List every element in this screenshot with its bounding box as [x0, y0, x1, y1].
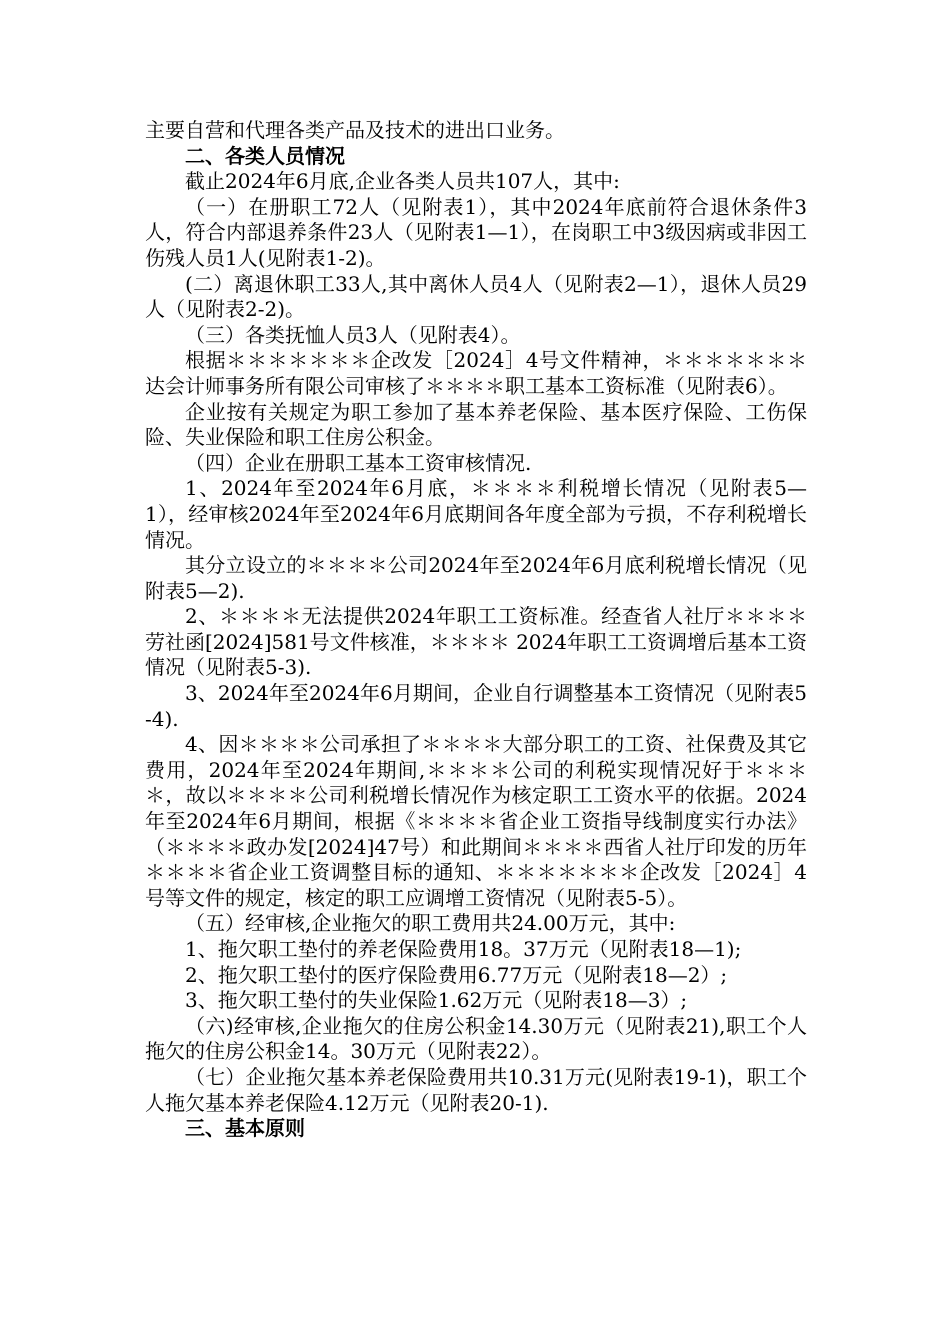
body-paragraph: 其分立设立的＊＊＊＊公司2024年至2024年6月底利税增长情况（见附表5—2).	[145, 553, 807, 603]
body-paragraph: 3、2024年至2024年6月期间，企业自行调整基本工资情况（见附表5-4).	[145, 681, 807, 731]
body-paragraph: 1、2024年至2024年6月底，＊＊＊＊利税增长情况（见附表5—1），经审核2024年至2024年6月底期间各年度全部为亏损，不存利税增长情况。	[145, 476, 807, 552]
body-paragraph: （六)经审核,企业拖欠的住房公积金14.30万元（见附表21),职工个人拖欠的住房公积金14。30万元（见附表22）。	[145, 1013, 807, 1064]
body-paragraph: 企业按有关规定为职工参加了基本养老保险、基本医疗保险、工伤保险、失业保险和职工住房公积金。	[145, 399, 807, 450]
body-paragraph: 3、拖欠职工垫付的失业保险1.62万元（见附表18—3）;	[185, 988, 688, 1013]
body-paragraph: 4、因＊＊＊＊公司承担了＊＊＊＊大部分职工的工资、社保费及其它费用，2024年至2024年期间,＊＊＊＊公司的利税实现情况好于＊＊＊＊，故以＊＊＊＊公司利税增长情况作为核定职工工资水平的依据。2024年至2024年6月期间，根据《＊＊＊＊省企业工资指导线制度实行办法》（＊＊＊＊政办发[2024]47号）和此期间＊＊＊＊西省人社厅印发的历年＊＊＊＊省企业工资调整目标的通知、＊＊＊＊＊＊＊企改发［2024］4号等文件的规定，核定的职工应调增工资情况（见附表5-5）。	[145, 732, 807, 910]
body-paragraph: （三）各类抚恤人员3人（见附表4）。	[185, 322, 521, 347]
body-paragraph: （五）经审核,企业拖欠的职工费用共24.00万元，其中:	[185, 911, 676, 936]
body-paragraph: 根据＊＊＊＊＊＊＊企改发［2024］4号文件精神，＊＊＊＊＊＊＊达会计师事务所有限公司审核了＊＊＊＊职工基本工资标准（见附表6）。	[145, 348, 807, 398]
section-heading: 三、基本原则	[185, 1116, 305, 1141]
document-body	[145, 118, 807, 1142]
body-paragraph: 主要自营和代理各类产品及技术的进出口业务。	[145, 118, 565, 142]
body-paragraph: 2、拖欠职工垫付的医疗保险费用6.77万元（见附表18—2）;	[185, 962, 728, 987]
section-heading: 二、各类人员情况	[185, 143, 345, 168]
body-paragraph: 2、＊＊＊＊无法提供2024年职工工资标准。经查省人社厅＊＊＊＊劳社函[2024]581号文件核准，＊＊＊＊ 2024年职工工资调增后基本工资情况（见附表5-3).	[145, 604, 807, 680]
body-paragraph: 截止2024年6月底,企业各类人员共107人，其中:	[185, 169, 620, 194]
body-paragraph: 1、拖欠职工垫付的养老保险费用18。37万元（见附表18—1);	[185, 937, 742, 961]
body-paragraph: （四）企业在册职工基本工资审核情况.	[185, 450, 532, 475]
body-paragraph: （一）在册职工72人（见附表1），其中2024年底前符合退休条件3人，符合内部退养条件23人（见附表1—1），在岗职工中3级因病或非因工伤残人员1人(见附表1-2)。	[145, 194, 807, 270]
body-paragraph: （七）企业拖欠基本养老保险费用共10.31万元(见附表19-1)，职工个人拖欠基本养老保险4.12万元（见附表20-1).	[145, 1064, 807, 1115]
body-paragraph: (二）离退休职工33人,其中离休人员4人（见附表2—1），退休人员29人（见附表2-2)。	[145, 271, 807, 322]
